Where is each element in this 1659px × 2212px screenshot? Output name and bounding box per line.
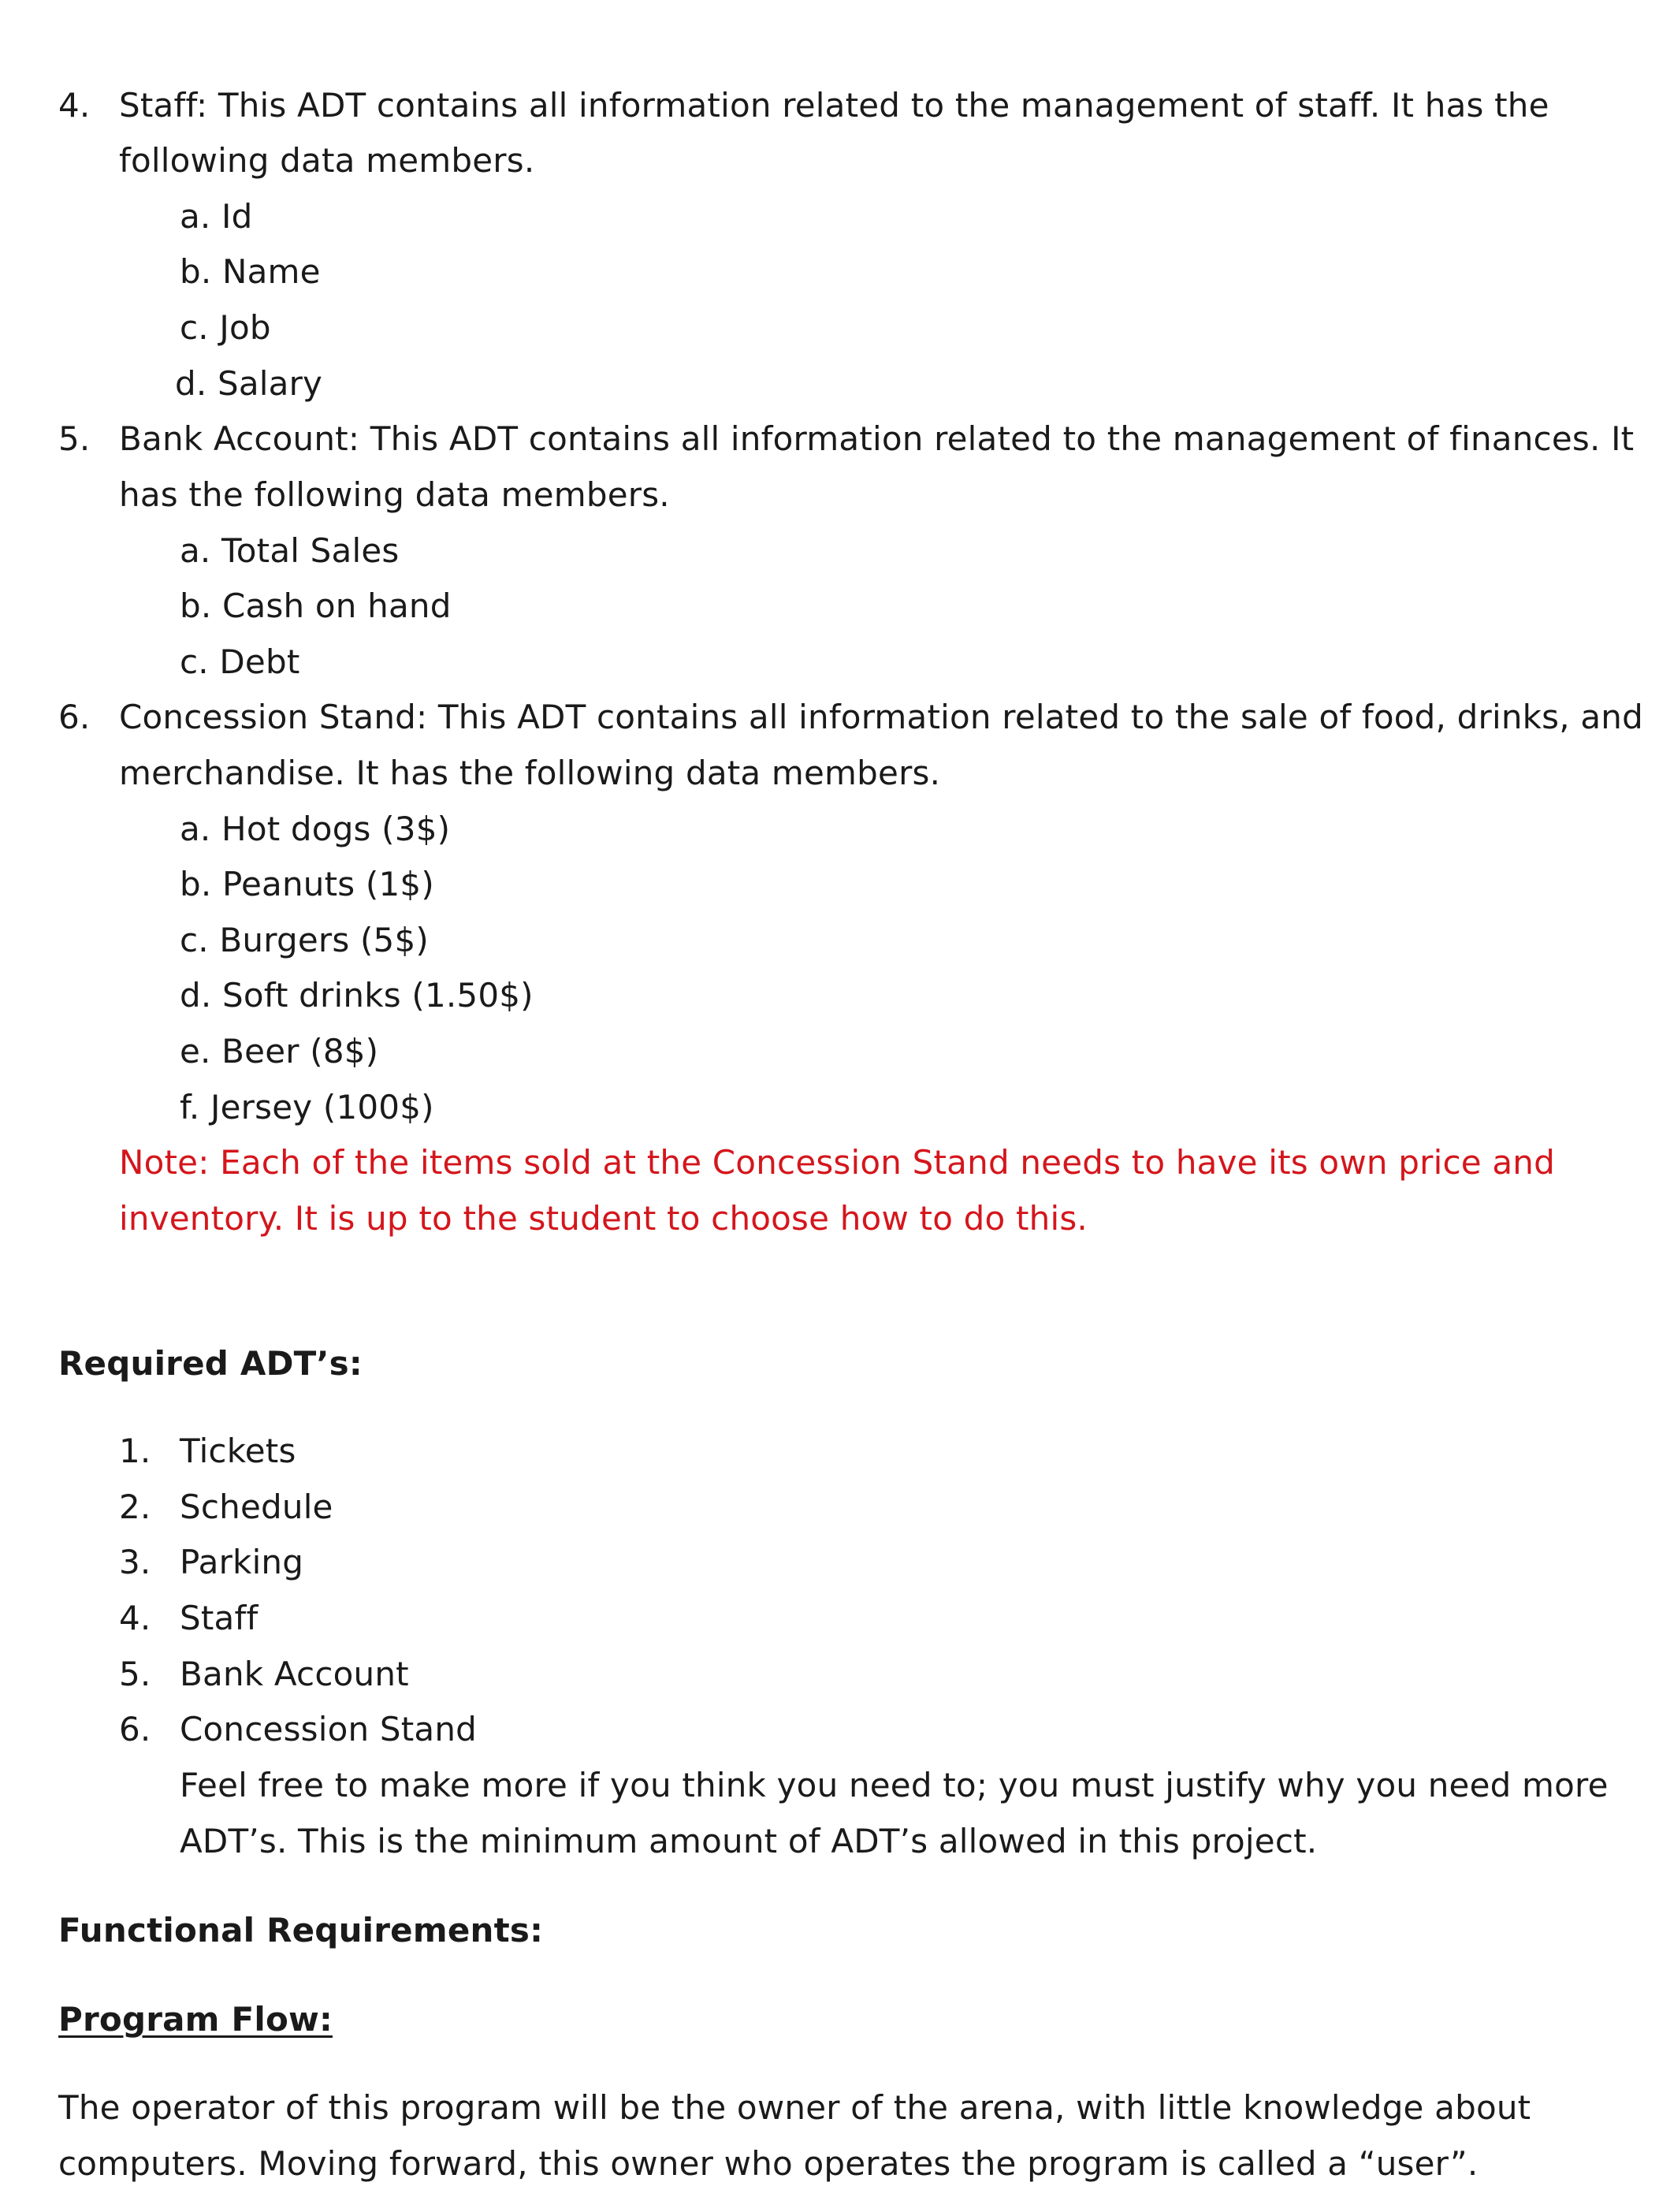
bank-description-line2: has the following data members. — [119, 475, 670, 514]
functional-requirements-heading: Functional Requirements: — [58, 1911, 544, 1949]
required-adt-item: Concession Stand — [180, 1710, 478, 1748]
bank-member: a. Total Sales — [180, 531, 400, 570]
concession-member: b. Peanuts (1$) — [180, 865, 434, 903]
staff-member: c. Job — [180, 308, 271, 347]
concession-member: c. Burgers (5$) — [180, 921, 429, 959]
required-adt-item: Parking — [180, 1543, 304, 1581]
required-adt-item: Bank Account — [180, 1655, 409, 1693]
staff-member: d. Salary — [175, 364, 323, 403]
program-flow-line2: computers. Moving forward, this owner who operates the program is called a “user”. — [58, 2144, 1479, 2183]
concession-description-line1: Concession Stand: This ADT contains all information related to the sale of food, drinks, and — [119, 698, 1643, 736]
list-number: 5. — [119, 1655, 151, 1693]
required-footnote-line1: Feel free to make more if you think you need to; you must justify why you need more — [180, 1766, 1609, 1804]
staff-description-line1: Staff: This ADT contains all information related to the management of staff. It has the — [119, 86, 1549, 125]
concession-note-line2: inventory. It is up to the student to choose how to do this. — [119, 1199, 1088, 1238]
program-flow-line1: The operator of this program will be the owner of the arena, with little knowledge about — [58, 2088, 1531, 2127]
bank-description-line1: Bank Account: This ADT contains all information related to the management of finances. It — [119, 419, 1635, 458]
required-footnote-line2: ADT’s. This is the minimum amount of ADT’s allowed in this project. — [180, 1822, 1318, 1860]
list-number: 1. — [119, 1432, 151, 1470]
list-number: 2. — [119, 1488, 151, 1526]
bank-member: c. Debt — [180, 642, 300, 681]
bank-member: b. Cash on hand — [180, 587, 452, 625]
list-number: 3. — [119, 1543, 151, 1581]
required-adts-heading: Required ADT’s: — [58, 1344, 363, 1383]
concession-description-line2: merchandise. It has the following data members. — [119, 754, 941, 792]
required-adt-item: Schedule — [180, 1488, 333, 1526]
program-flow-heading: Program Flow: — [58, 2000, 333, 2039]
required-adt-item: Staff — [180, 1599, 259, 1637]
concession-member: a. Hot dogs (3$) — [180, 810, 451, 848]
concession-member: f. Jersey (100$) — [180, 1088, 434, 1126]
list-number: 6. — [119, 1710, 151, 1748]
staff-member: a. Id — [180, 197, 253, 236]
list-number: 4. — [58, 86, 91, 125]
concession-member: d. Soft drinks (1.50$) — [180, 976, 534, 1015]
required-adt-item: Tickets — [180, 1432, 296, 1470]
list-number: 4. — [119, 1599, 151, 1637]
staff-description-line2: following data members. — [119, 141, 535, 180]
list-number: 5. — [58, 419, 91, 458]
concession-note-line1: Note: Each of the items sold at the Concession Stand needs to have its own price and — [119, 1143, 1555, 1182]
concession-member: e. Beer (8$) — [180, 1032, 379, 1071]
staff-member: b. Name — [180, 252, 321, 291]
list-number: 6. — [58, 698, 91, 736]
